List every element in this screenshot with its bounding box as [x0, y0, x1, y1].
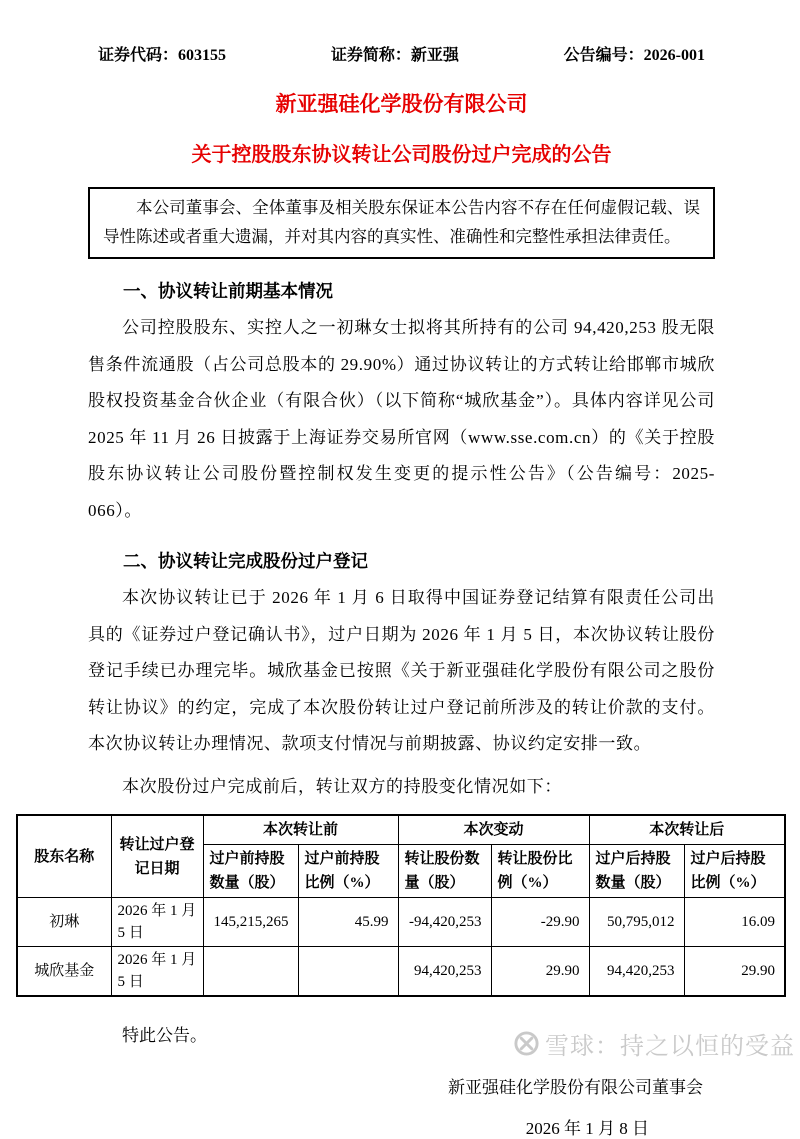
announcement-number: 公告编号：2026-001 [563, 47, 705, 64]
cell-after-pct: 29.90 [684, 947, 785, 997]
cell-change-qty: -94,420,253 [398, 898, 491, 947]
board-signature: 新亚强硅化学股份有限公司董事会 [448, 1078, 703, 1097]
shareholding-change-table [16, 814, 786, 997]
cell-shareholder: 城欣基金 [17, 947, 111, 997]
cell-change-qty: 94,420,253 [398, 947, 491, 997]
watermark-text: 雪球：持之以恒的受益 [545, 1033, 795, 1060]
col-header-reg-date: 转让过户登记日期 [111, 815, 203, 898]
cell-before-qty: 145,215,265 [203, 898, 298, 947]
table-row [17, 947, 785, 997]
col-header-change-pct: 转让股份比例（%） [491, 845, 589, 898]
stock-code: 证券代码：603155 [98, 47, 227, 64]
col-header-after-pct: 过户后持股比例（%） [684, 845, 785, 898]
table-header-group-row [17, 815, 785, 845]
signature-date: 2026 年 1 月 8 日 [525, 1119, 649, 1138]
section-1-paragraph: 公司控股股东、实控人之一初琳女士拟将其所持有的公司 94,420,253 股无限售条件流通股（占公司总股本的 29.90%）通过协议转让的方式转让给邯郸市城欣股权投资基金合伙企业（有限合伙）（以下简称“城欣基金”）。具体内容详见公司 2025 年 11 月 26 日披露于上海证券交易所官网（www.sse.com.cn）的《关于控股股东协议转让公司股份暨控制权发生变更的提示性公告》（公告编号：2025-066）。 [88, 318, 715, 520]
cell-change-pct: -29.90 [491, 898, 589, 947]
section-1-heading: 一、协议转让前期基本情况 [123, 281, 333, 301]
cell-change-pct: 29.90 [491, 947, 589, 997]
announcement-title: 关于控股股东协议转让公司股份过户完成的公告 [191, 144, 612, 166]
col-header-before-pct: 过户前持股比例（%） [298, 845, 398, 898]
col-group-change: 本次变动 [398, 815, 589, 845]
company-title: 新亚强硅化学股份有限公司 [275, 92, 528, 116]
table-intro-paragraph: 本次股份过户完成前后，转让双方的持股变化情况如下： [122, 776, 562, 796]
stock-short-name: 证券简称：新亚强 [330, 47, 459, 64]
document-header [88, 42, 715, 65]
watermark [513, 1026, 795, 1061]
disclaimer-box [88, 187, 715, 259]
cell-reg-date: 2026 年 1 月 5 日 [111, 947, 203, 997]
cell-reg-date: 2026 年 1 月 5 日 [111, 898, 203, 947]
col-header-after-qty: 过户后持股数量（股） [589, 845, 684, 898]
section-2-paragraph: 本次协议转让已于 2026 年 1 月 6 日取得中国证券登记结算有限责任公司出具的《证券过户登记确认书》，过户日期为 2026 年 1 月 5 日，本次协议转让股份登记手续已办理完毕。城欣基金已按照《关于新亚强硅化学股份有限公司之股份转让协议》的约定，完成了本次股份转让过户登记前所涉及的转让价款的支付。本次协议转让办理情况、款项支付情况与前期披露、协议约定安排一致。 [88, 588, 715, 753]
table-row [17, 898, 785, 947]
cell-after-qty: 94,420,253 [589, 947, 684, 997]
col-header-shareholder: 股东名称 [17, 815, 111, 898]
cell-before-qty [203, 947, 298, 997]
col-header-before-qty: 过户前持股数量（股） [203, 845, 298, 898]
section-2-heading: 二、协议转让完成股份过户登记 [123, 551, 368, 571]
cell-shareholder: 初琳 [17, 898, 111, 947]
col-header-change-qty: 转让股份数量（股） [398, 845, 491, 898]
cell-after-qty: 50,795,012 [589, 898, 684, 947]
cell-before-pct [298, 947, 398, 997]
cell-before-pct: 45.99 [298, 898, 398, 947]
col-group-before: 本次转让前 [203, 815, 398, 845]
cell-after-pct: 16.09 [684, 898, 785, 947]
xueqiu-logo-icon [513, 1030, 540, 1057]
closing-statement: 特此公告。 [122, 1026, 207, 1045]
col-group-after: 本次转让后 [589, 815, 785, 845]
disclaimer-text: 本公司董事会、全体董事及相关股东保证本公告内容不存在任何虚假记载、误导性陈述或者重大遗漏，并对其内容的真实性、准确性和完整性承担法律责任。 [103, 198, 700, 246]
